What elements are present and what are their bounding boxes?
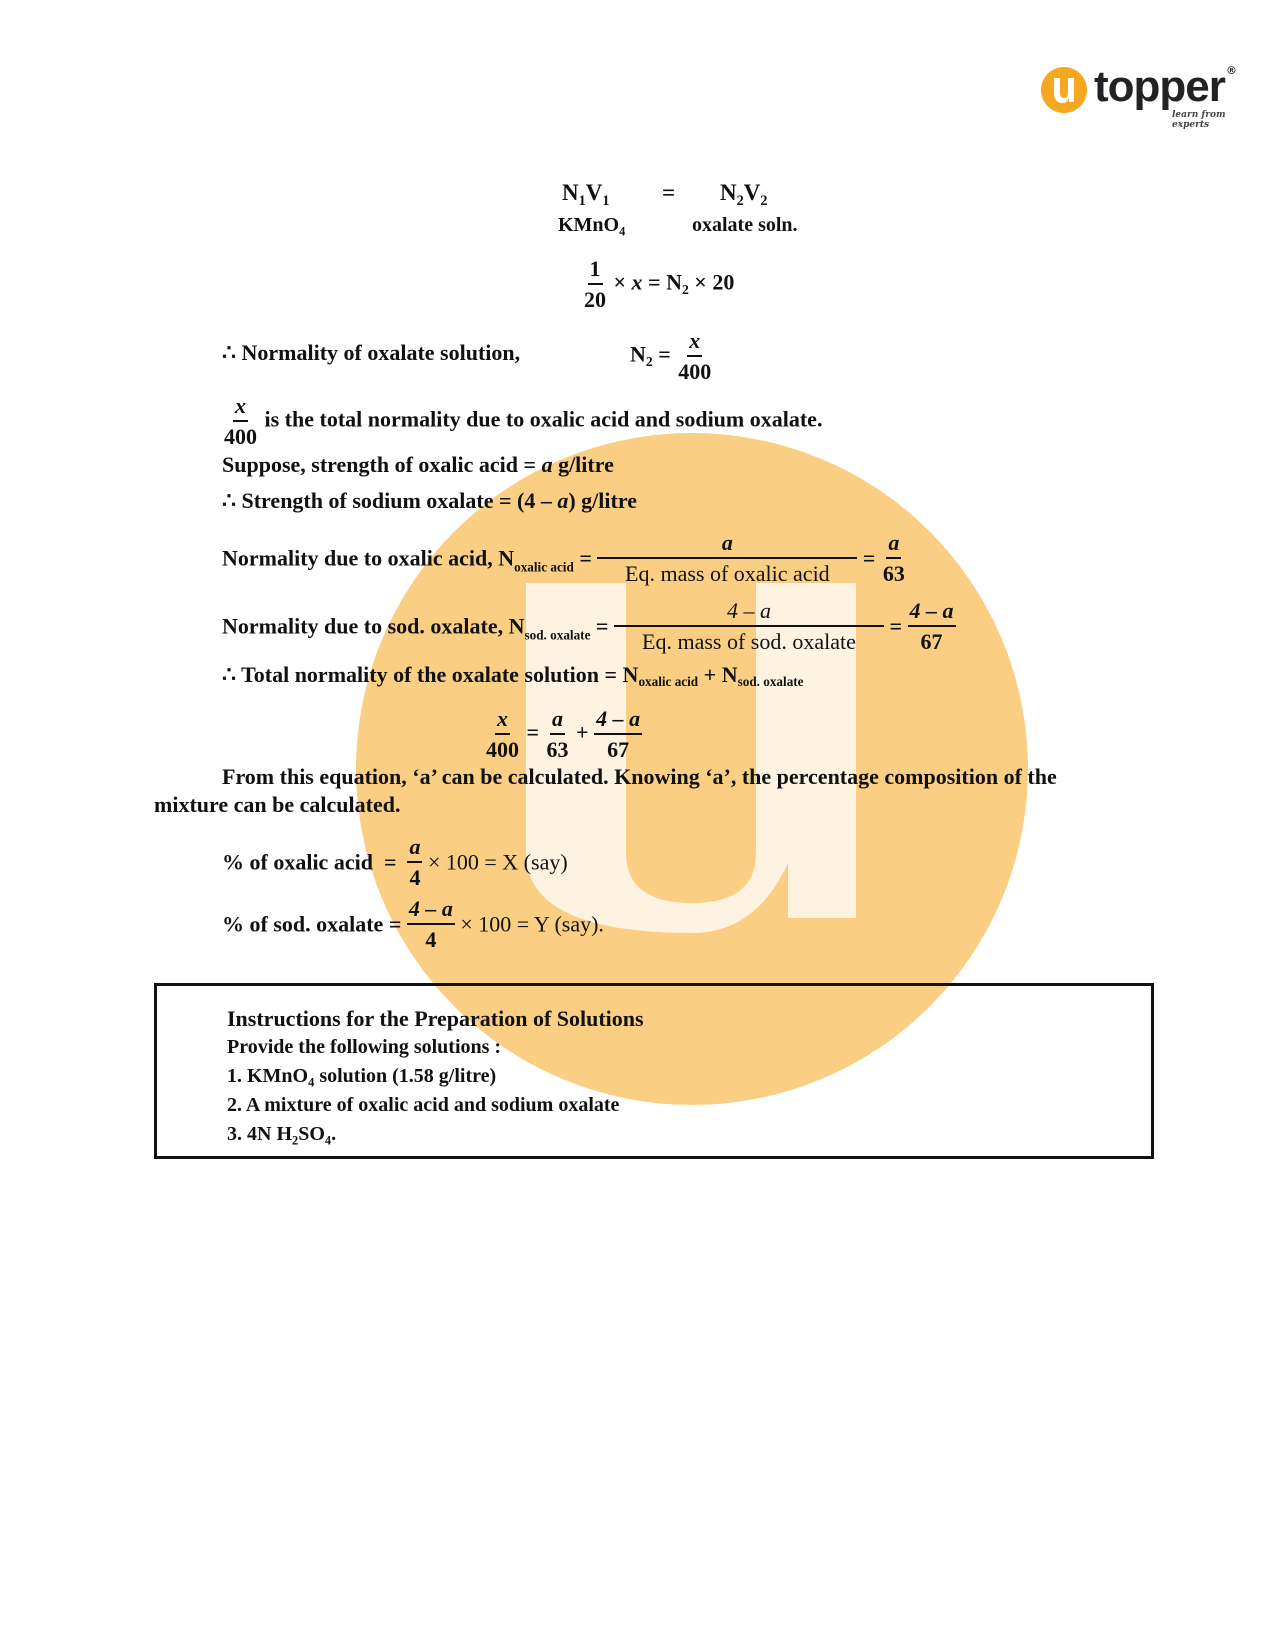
paragraph-line-2: mixture can be calculated. xyxy=(154,792,401,817)
instructions-box xyxy=(154,983,1154,1159)
equation-pct-sodium: % of sod. oxalate = $\frac{4 - a}{4}$ × 100 = Y (say). xyxy=(222,896,604,953)
equation-n2v2: $N_2V_2$ xyxy=(720,180,768,209)
instructions-item-3: 3. 4N $H_2SO_4$. xyxy=(227,1123,337,1148)
instructions-item-1: 1. KMnO$_4$ solution (1.58 g/litre) xyxy=(227,1065,497,1090)
registered-mark: ® xyxy=(1226,64,1237,77)
equation-normality-oxalic: Normality due to oxalic acid, $N_{oxalic acid}$ = $\frac{a}{\text{Eq. mass of oxalic acid}}$ = $\frac{a}{63}$ xyxy=(222,530,905,587)
equation-equals: = xyxy=(662,180,676,205)
fraction-1-20: $\frac{1}{20}$ xyxy=(584,256,606,313)
equation-pct-oxalic: % of oxalic acid = $\frac{a}{4}$ × 100 = X (say) xyxy=(222,834,568,891)
topper-logo xyxy=(1040,60,1240,130)
text-total-normality: $\frac{x}{400}$ is the total normality due to oxalic acid and sodium oxalate. xyxy=(224,393,823,450)
text-strength-oxalic: Suppose, strength of oxalic acid = a g/litre xyxy=(222,452,614,477)
label-oxalate-soln: oxalate soln. xyxy=(692,214,798,236)
equation-final: $\frac{x}{400}$ = $\frac{a}{63}$ + $\frac{4 - a}{67}$ xyxy=(486,706,641,763)
equation-total-normality: ∴ Total normality of the oxalate solution = Noxalic acid + Nsod. oxalate xyxy=(222,662,804,689)
equation-n2-x-400: $N_2$ = $\frac{x}{400}$ xyxy=(630,328,712,385)
text-strength-sodium: ∴ Strength of sodium oxalate = (4 – a) g/litre xyxy=(222,488,637,513)
brand-tagline: learn from experts xyxy=(1172,110,1226,130)
topper-logo-icon xyxy=(1040,66,1088,114)
label-kmno4: KMnO$_4$ xyxy=(558,214,626,239)
paragraph-line-1: From this equation, ‘a’ can be calculated. Knowing ‘a’, the percentage composition of the xyxy=(222,764,1057,789)
equation-n1v1: $N_1V_1$ xyxy=(562,180,610,209)
instructions-intro: Provide the following solutions : xyxy=(227,1036,502,1058)
instructions-item-2: 2. A mixture of oxalic acid and sodium oxalate xyxy=(227,1094,620,1116)
equation-normality-calc: $\frac{1}{20}$ × $x = N_2 \times 20$ xyxy=(584,256,735,313)
text-normality-oxalate: ∴ Normality of oxalate solution, xyxy=(222,340,521,365)
brand-name: topper xyxy=(1094,62,1225,111)
instructions-title: Instructions for the Preparation of Solutions xyxy=(227,1006,644,1031)
equation-normality-sodium: Normality due to sod. oxalate, $N_{sod. oxalate}$ = $\frac{4 - a}{\text{Eq. mass of sod. oxalate}}$ = $\frac{4 - a}{67}$ xyxy=(222,598,954,655)
